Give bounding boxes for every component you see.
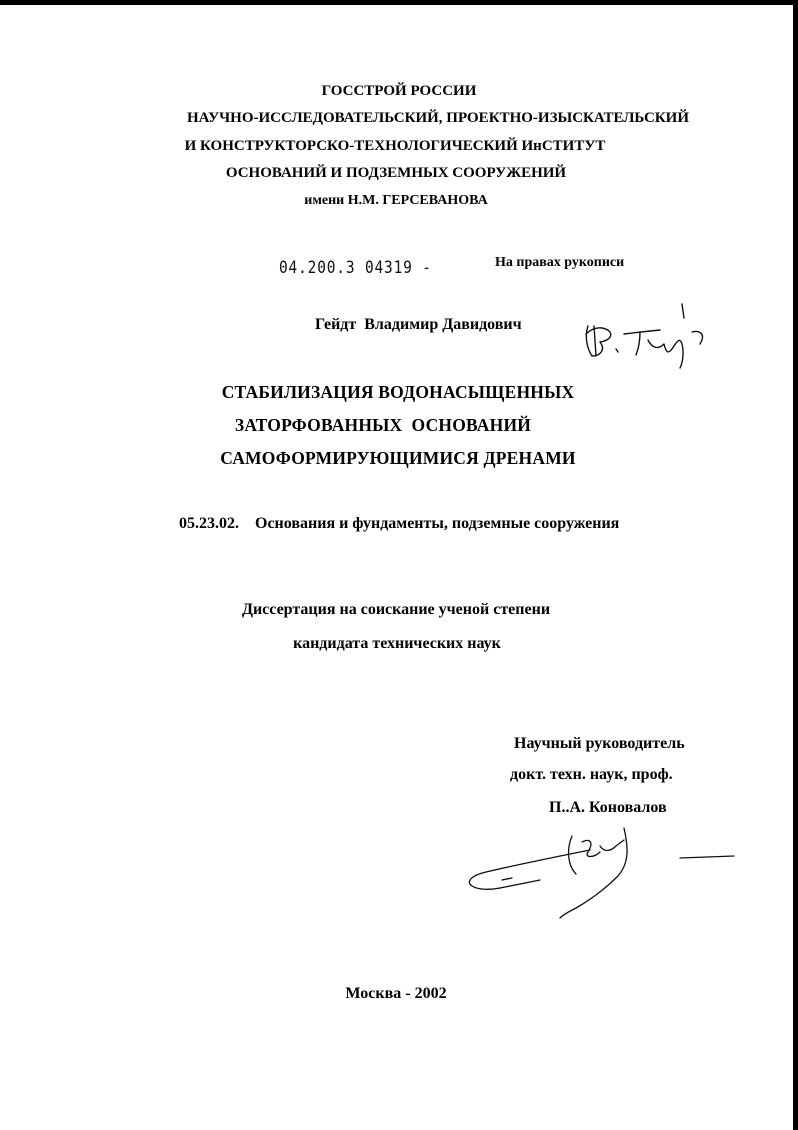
supervisor-label: Научный руководитель (514, 735, 685, 752)
author-name: Гейдт Владимир Давидович (315, 316, 522, 333)
degree-line-2: кандидата технических наук (293, 635, 501, 652)
city-year: Москва - 2002 (345, 985, 447, 1002)
degree-line-1: Диссертация на соискание ученой степени (241, 601, 551, 618)
manuscript-note: На правах рукописи (495, 255, 625, 270)
header-line-4: ОСНОВАНИЙ И ПОДЗЕМНЫХ СООРУЖЕНИЙ (225, 165, 567, 181)
header-line-1: ГОССТРОЙ РОССИИ (321, 83, 477, 99)
title-line-1: СТАБИЛИЗАЦИЯ ВОДОНАСЫЩЕННЫХ (221, 382, 575, 402)
supervisor-signature-graphic (469, 828, 734, 918)
registration-stamp: 04.200.3 04319 - (279, 258, 432, 278)
header-line-2: НАУЧНО-ИССЛЕДОВАТЕЛЬСКИЙ, ПРОЕКТНО-ИЗЫСКАТЕЛЬСКИЙ (186, 110, 690, 126)
title-line-3: САМОФОРМИРУЮЩИМИСЯ ДРЕНАМИ (220, 448, 576, 468)
header-line-3: И КОНСТРУКТОРСКО-ТЕХНОЛОГИЧЕСКИЙ ИнСТИТУТ (184, 138, 606, 154)
specialty-code: 05.23.02. Основания и фундаменты, подземные сооружения (179, 515, 620, 532)
supervisor-credentials: докт. техн. наук, проф. (510, 766, 673, 783)
supervisor-name: П..А. Коновалов (549, 799, 667, 816)
author-signature-graphic (586, 304, 702, 368)
header-line-5: имени Н.М. ГЕРСЕВАНОВА (304, 193, 488, 208)
title-line-2: ЗАТОРФОВАННЫХ ОСНОВАНИЙ (234, 415, 532, 435)
